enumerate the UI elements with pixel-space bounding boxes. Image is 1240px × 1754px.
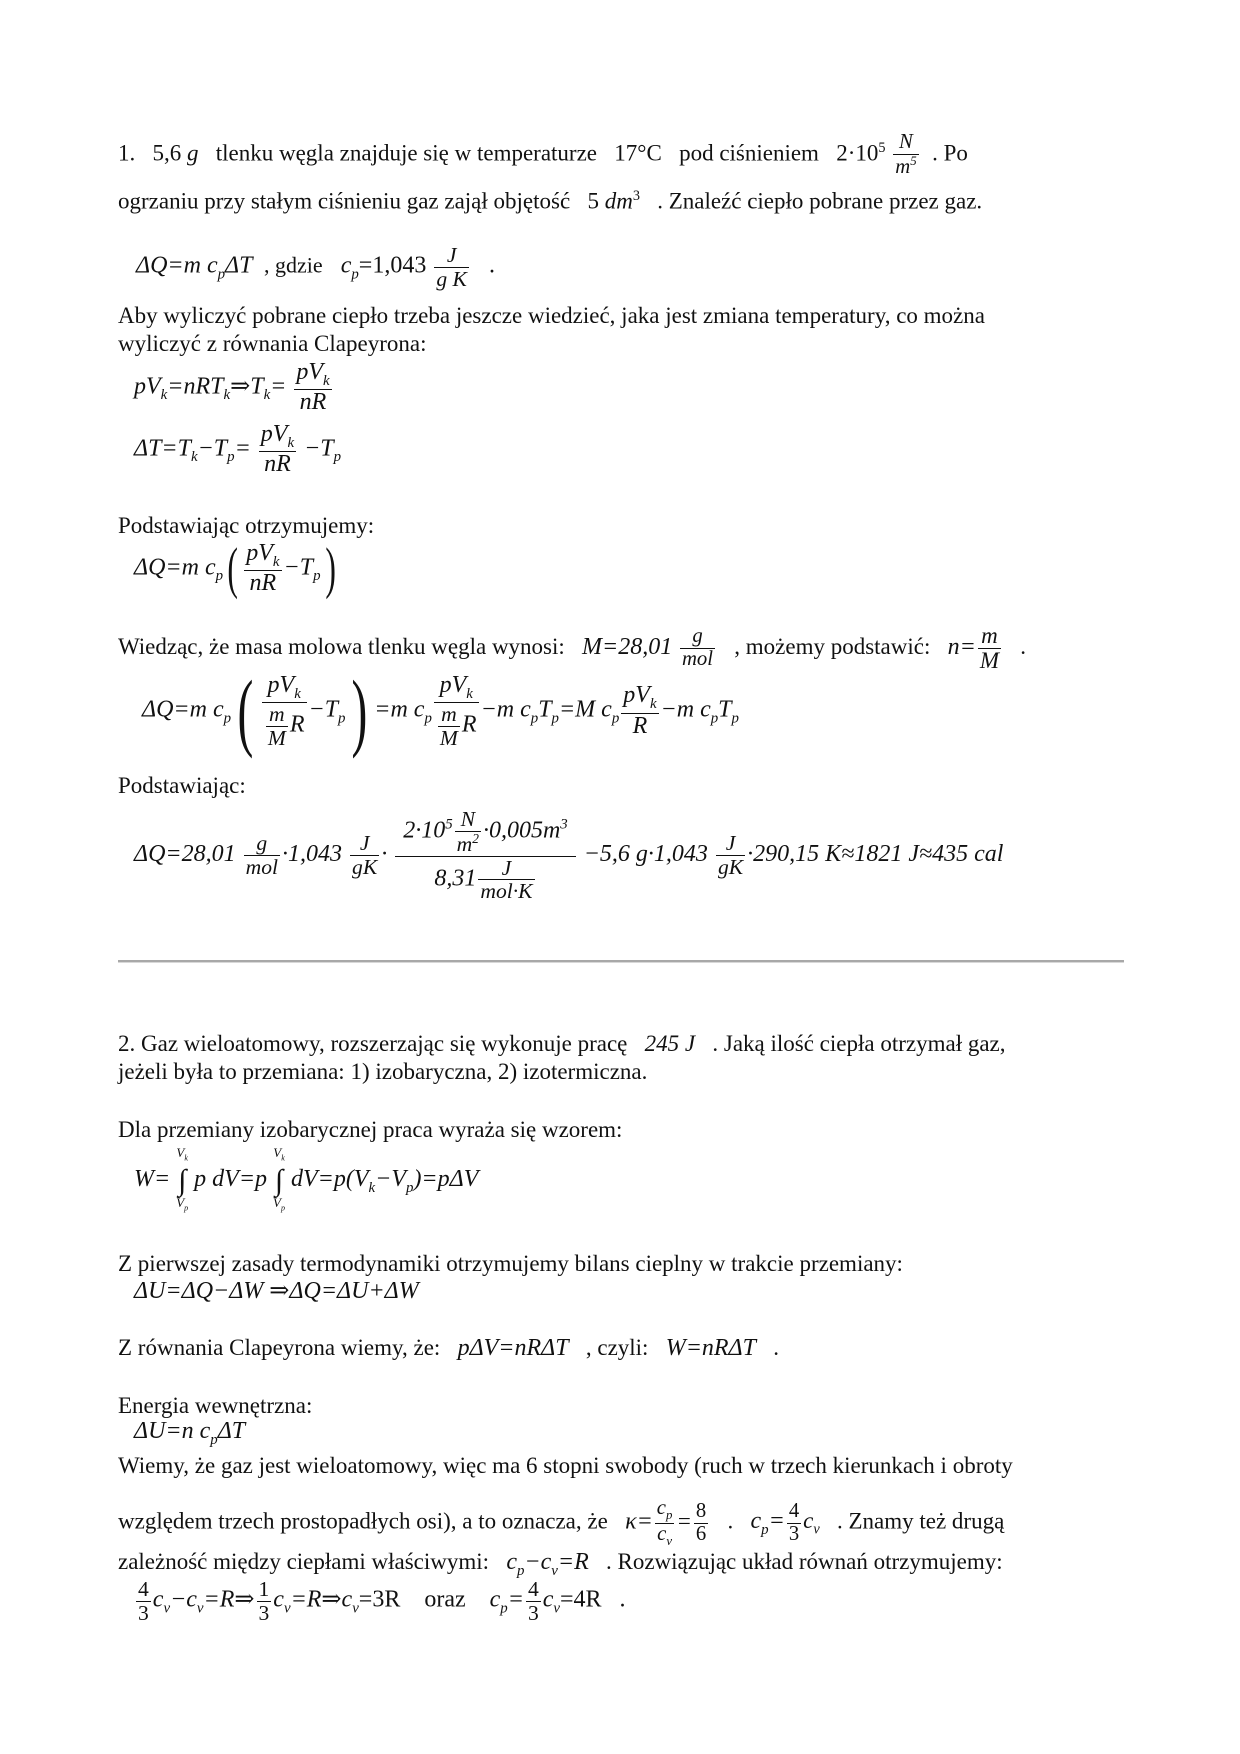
- text-relation: zależność między ciepłami właściwymi: $c_p-c_v=R$ . Rozwiązując układ równań otrzymujemy:: [118, 1549, 1003, 1579]
- eq-energy: ΔU=n $c_p\Delta T$: [134, 1418, 246, 1448]
- problem1-line1: 1. 5,6 g tlenku węgla znajduje się w temperaturze 17°C pod ciśnieniem $2\cdot 10^5$ $\frac{N}{m^5}$ . Po: [118, 131, 968, 178]
- text-aby-2: wyliczyć z równania Clapeyrona:: [118, 331, 427, 356]
- text-aby: Aby wyliczyć pobrane ciepło trzeba jeszcze wiedzieć, jaka jest zmiana temperatury, co można: [118, 303, 985, 328]
- eq-final: ΔQ=28,01 $\frac{g}{\text{mol}}$ ·1,043 $\frac{J}{gK}$ · $2\cdot 10^5$ $\frac{N}{m^2}$ $\cdot 0,005m^3$ 8,31 $\frac{J}{\text{mol·K}}$ −5,6 g·1,043 $\frac{J}{gK}$ ·290,15 K≈1821 J≈435 cal: [134, 807, 1004, 904]
- m-over-M: $\frac{m}{M}$: [979, 623, 999, 674]
- eq-substituted: ΔQ=m $c_p$( $\frac{pV_k}{nR}$ $-T_p$): [134, 537, 336, 600]
- big-fraction: $2\cdot 10^5$ $\frac{N}{m^2}$ $\cdot 0,005m^3$ 8,31 $\frac{J}{\text{mol·K}}$: [395, 808, 576, 903]
- eq-delta-t: $\Delta T=T_k-T_p=$ $\frac{pV_k}{nR}$ $-T_p$: [134, 421, 342, 478]
- text-podstawiajac-2: Podstawiając:: [118, 773, 246, 798]
- eq-heat: ΔQ=m $c_p\Delta T$ , gdzie $c_p=1,043$ $\frac{J}{\text{g K}}$ .: [136, 243, 495, 291]
- problem2-line1: 2. Gaz wieloatomowy, rozszerzając się wykonuje pracę 245 J . Jaką ilość ciepła otrzymał gaz,: [118, 1031, 1006, 1056]
- pvk-over-nr-2: $\frac{pV_k}{nR}$: [260, 421, 295, 478]
- text-energy: Energia wewnętrzna:: [118, 1393, 313, 1418]
- eq-long: ΔQ=m $c_p$( $pV_k$ $\frac{m}{M}$ R $-T_p) =m$ $c_p$ $pV_k$ $\frac{m}{M}$ R −m $c_pT_p=M$ $c_p$ $\frac{pV_k}{R}$ −m $c_pT_p$: [142, 663, 739, 759]
- integral-sign-2: $V_k$ ∫ $V_p$: [273, 1145, 286, 1213]
- problem1-line2: ogrzaniu przy stałym ciśnieniu gaz zajął objętość 5 $dm^3$ . Znaleźć ciepło pobrane przez gaz.: [118, 188, 983, 214]
- eq-first-law: ΔU=ΔQ−ΔW ⇒ΔQ=ΔU+ΔW: [134, 1278, 419, 1304]
- horizontal-divider: [118, 960, 1124, 963]
- eq-solution: $\frac{4}{3}$ $c_v-c_v=R\Rightarrow$ $\frac{1}{3}$ $c_v=R\Rightarrow c_v=3R$ oraz $c_p=$ $\frac{4}{3}$ $c_v=4R$ .: [138, 1577, 626, 1625]
- text-axes: względem trzech prostopadłych osi), a to oznacza, że κ= $\frac{c_p}{c_v}$ = $\frac{8}{6}$ . $c_p=$ $\frac{4}{3}$ $c_v$ . Znamy też drugą: [118, 1497, 1005, 1548]
- eq-clapeyron: $pV_k=nRT_k\Rightarrow T_k=$ $\frac{pV_k}{nR}$: [134, 359, 330, 416]
- molar-unit-fraction: $\frac{g}{\text{mol}}$: [681, 625, 714, 671]
- text-dof: Wiemy, że gaz jest wieloatomowy, więc ma 6 stopni swobody (ruch w trzech kierunkach i obroty: [118, 1453, 1013, 1478]
- pressure-fraction: $\frac{N}{m^5}$: [895, 131, 917, 178]
- integral-sign: $V_k$ ∫ $V_p$: [176, 1145, 189, 1213]
- text-molar: Wiedząc, że masa molowa tlenku węgla wynosi: M=28,01 $\frac{g}{\text{mol}}$ , możemy podstawić: n= $\frac{m}{M}$ .: [118, 623, 1026, 674]
- problem2-line2: jeżeli była to przemiana: 1) izobaryczna, 2) izotermiczna.: [118, 1059, 648, 1084]
- eq-work-integral: W= $V_k$ ∫ $V_p$ p dV=p $V_k$ ∫ $V_p$ $dV=p(V_k-V_p)=p\Delta V$: [134, 1146, 478, 1215]
- text-podstawiajac: Podstawiając otrzymujemy:: [118, 513, 375, 538]
- text-first-law: Z pierwszej zasady termodynamiki otrzymujemy bilans cieplny w trakcie przemiany:: [118, 1251, 903, 1276]
- text-isobaric: Dla przemiany izobarycznej praca wyraża się wzorem:: [118, 1117, 623, 1142]
- text-clapeyron-2: Z równania Clapeyrona wiemy, że: pΔV=nRΔT , czyli: W=nRΔT .: [118, 1335, 779, 1361]
- cp-unit-fraction: $\frac{J}{\text{g K}}$: [436, 243, 467, 291]
- pvk-over-nr: $\frac{pV_k}{nR}$: [296, 359, 330, 416]
